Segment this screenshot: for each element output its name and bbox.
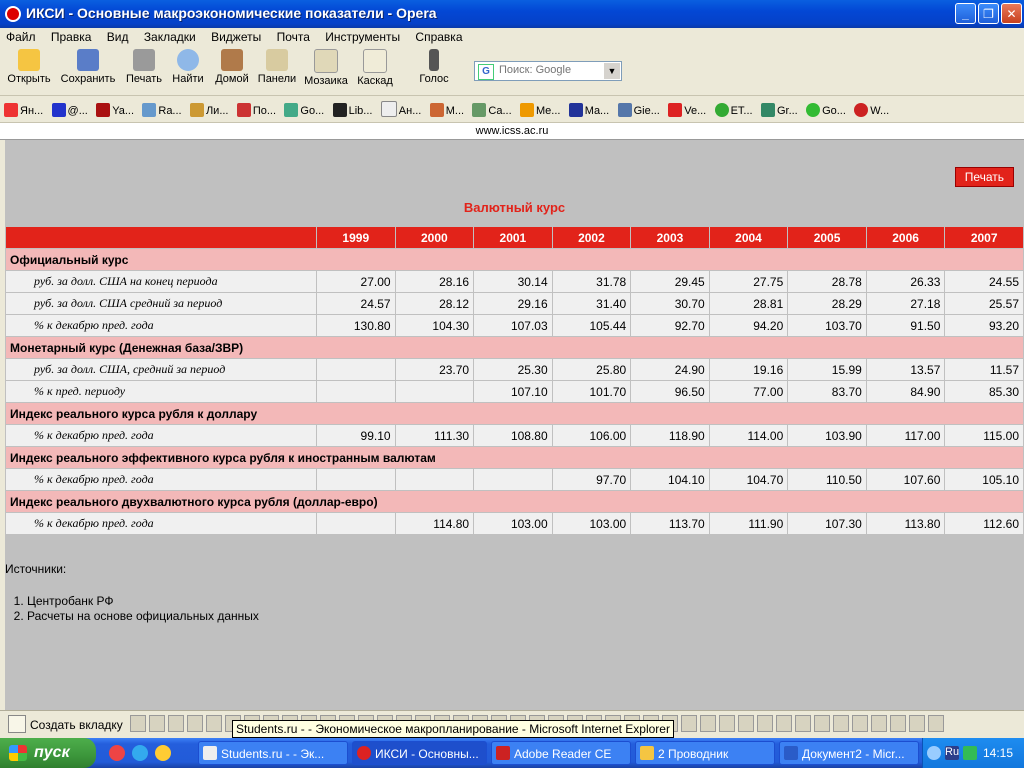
year-header: 2002	[552, 227, 631, 249]
opera-icon	[357, 746, 371, 760]
value-cell: 93.20	[945, 315, 1024, 337]
folder-icon	[640, 746, 654, 760]
value-cell: 92.70	[631, 315, 710, 337]
value-cell: 15.99	[788, 359, 867, 381]
tile-icon	[314, 49, 338, 73]
value-cell: 23.70	[395, 359, 474, 381]
section-title: Официальный курс	[6, 249, 1024, 271]
bookmark-go[interactable]: Go...	[806, 103, 846, 117]
value-cell: 96.50	[631, 381, 710, 403]
value-cell: 107.10	[474, 381, 553, 403]
bookmark-et[interactable]: ET...	[715, 103, 753, 117]
table-header-row	[6, 227, 1024, 249]
tab-icon[interactable]	[928, 715, 944, 732]
value-cell: 104.70	[709, 469, 788, 491]
value-cell: 113.80	[866, 513, 945, 535]
tab-icon[interactable]	[833, 715, 849, 732]
value-cell: 111.90	[709, 513, 788, 535]
task-word-document[interactable]: Документ2 - Micr...	[779, 741, 919, 765]
bookmark-icon	[190, 103, 204, 117]
section-row	[6, 403, 1024, 425]
value-cell: 110.50	[788, 469, 867, 491]
bookmark-li[interactable]: Ли...	[190, 103, 229, 117]
value-cell: 19.16	[709, 359, 788, 381]
row-label: руб. за долл. США, средний за период	[6, 359, 317, 381]
value-cell: 11.57	[945, 359, 1024, 381]
value-cell: 101.70	[552, 381, 631, 403]
ie-icon	[203, 746, 217, 760]
value-cell: 25.30	[474, 359, 553, 381]
value-cell	[317, 381, 396, 403]
sources-block	[5, 562, 259, 624]
value-cell: 103.00	[552, 513, 631, 535]
section-row	[6, 249, 1024, 271]
tab-icon[interactable]	[719, 715, 735, 732]
page-address: www.icss.ac.ru	[475, 125, 549, 137]
value-cell: 105.44	[552, 315, 631, 337]
bookmark-wiki[interactable]: Ан...	[381, 101, 422, 117]
menu-widgets[interactable]: Виджеты	[211, 30, 262, 44]
bookmark-rambler[interactable]: Ra...	[142, 103, 181, 117]
word-icon	[784, 746, 798, 760]
table-row	[6, 315, 1024, 337]
value-cell: 94.20	[709, 315, 788, 337]
value-cell: 31.40	[552, 293, 631, 315]
tab-icon[interactable]	[206, 715, 222, 732]
bookmark-yahoo[interactable]: Ya...	[96, 103, 134, 117]
row-label: % к декабрю пред. года	[6, 469, 317, 491]
value-cell: 13.57	[866, 359, 945, 381]
bookmark-gr[interactable]: Gr...	[761, 103, 798, 117]
opera-quicklaunch-icon[interactable]	[109, 745, 125, 761]
table-row	[6, 425, 1024, 447]
row-label: % к декабрю пред. года	[6, 513, 317, 535]
tab-icon[interactable]	[738, 715, 754, 732]
value-cell: 27.75	[709, 271, 788, 293]
value-cell: 27.18	[866, 293, 945, 315]
row-label: руб. за долл. США средний за период	[6, 293, 317, 315]
section-row	[6, 337, 1024, 359]
bookmark-icon	[4, 103, 18, 117]
bookmark-icon	[96, 103, 110, 117]
tab-icon[interactable]	[776, 715, 792, 732]
source-item: 1. Центробанк РФ	[27, 594, 259, 609]
value-cell: 114.00	[709, 425, 788, 447]
search-box[interactable]	[474, 61, 622, 81]
maximize-button[interactable]: ❐	[978, 3, 999, 24]
tab-icon[interactable]	[130, 715, 146, 732]
page-print-button[interactable]: Печать	[955, 167, 1014, 187]
find-button[interactable]: Найти	[170, 49, 206, 85]
open-button[interactable]: Открыть	[4, 49, 54, 85]
value-cell: 25.80	[552, 359, 631, 381]
value-cell: 114.80	[395, 513, 474, 535]
task-explorer[interactable]: 2 Проводник	[635, 741, 775, 765]
save-button[interactable]: Сохранить	[58, 49, 118, 85]
task-opera-iksi[interactable]: ИКСИ - Основны...	[352, 741, 487, 765]
bookmark-icon	[761, 103, 775, 117]
network-icon[interactable]	[963, 746, 977, 760]
bookmark-icon	[142, 103, 156, 117]
value-cell: 97.70	[552, 469, 631, 491]
value-cell: 105.10	[945, 469, 1024, 491]
section-title: Индекс реального эффективного курса рубля к иностранным валютам	[6, 447, 1024, 469]
bookmark-mail[interactable]: @...	[52, 103, 88, 117]
toolbar	[0, 47, 1024, 96]
value-cell: 118.90	[631, 425, 710, 447]
value-cell: 30.14	[474, 271, 553, 293]
new-tab-icon	[8, 715, 26, 733]
tab-icon[interactable]	[187, 715, 203, 732]
tray-back-icon[interactable]	[927, 746, 941, 760]
value-cell	[317, 469, 396, 491]
window-title: ИКСИ - Основные макроэкономические показатели - Opera	[26, 5, 437, 21]
search-input[interactable]	[497, 63, 601, 77]
year-header: 2005	[788, 227, 867, 249]
close-button[interactable]: ✕	[1001, 3, 1022, 24]
year-header: 2000	[395, 227, 474, 249]
value-cell: 29.16	[474, 293, 553, 315]
value-cell: 103.90	[788, 425, 867, 447]
value-cell: 99.10	[317, 425, 396, 447]
section-title: Индекс реального курса рубля к доллару	[6, 403, 1024, 425]
value-cell: 103.70	[788, 315, 867, 337]
bookmarks-bar	[0, 96, 1024, 123]
tab-icon[interactable]	[149, 715, 165, 732]
table-row	[6, 359, 1024, 381]
table-row	[6, 293, 1024, 315]
value-cell: 107.60	[866, 469, 945, 491]
exchange-rate-table	[5, 226, 1024, 535]
bookmark-icon	[472, 103, 486, 117]
tab-icon[interactable]	[681, 715, 697, 732]
search-dropdown-button[interactable]: ▼	[604, 63, 620, 79]
task-adobe-reader[interactable]: Adobe Reader CE	[491, 741, 631, 765]
bookmark-ve[interactable]: Ve...	[668, 103, 706, 117]
print-button[interactable]: Печать	[122, 49, 166, 85]
year-header: 2001	[474, 227, 553, 249]
year-header: 2007	[945, 227, 1024, 249]
section-row	[6, 447, 1024, 469]
menu-mail[interactable]: Почта	[276, 30, 310, 44]
menu-tools[interactable]: Инструменты	[325, 30, 401, 44]
printer-icon	[133, 49, 155, 71]
language-indicator[interactable]: Ru	[945, 746, 960, 758]
value-cell: 104.10	[631, 469, 710, 491]
menu-file[interactable]: Файл	[6, 30, 36, 44]
tooltip: Students.ru - - Экономическое макропланирование - Microsoft Internet Explorer	[232, 720, 674, 738]
microphone-icon	[429, 49, 439, 71]
bookmark-icon	[618, 103, 632, 117]
tab-icon[interactable]	[852, 715, 868, 732]
section-title: Монетарный курс (Денежная база/ЗВР)	[6, 337, 1024, 359]
row-label: % к пред. периоду	[6, 381, 317, 403]
table-row	[6, 381, 1024, 403]
menu-bar	[0, 28, 1024, 46]
cascade-icon	[363, 49, 387, 73]
page-title: Валютный курс	[463, 200, 566, 215]
value-cell: 103.00	[474, 513, 553, 535]
bookmark-w[interactable]: W...	[854, 103, 889, 117]
value-cell: 27.00	[317, 271, 396, 293]
sources-list	[5, 594, 259, 624]
bookmark-icon	[430, 103, 444, 117]
value-cell: 85.30	[945, 381, 1024, 403]
source-item: 2. Расчеты на основе официальных данных	[27, 609, 259, 624]
bookmark-icon	[284, 103, 298, 117]
bookmark-icon	[52, 103, 66, 117]
header-blank	[6, 227, 317, 249]
value-cell: 112.60	[945, 513, 1024, 535]
value-cell: 25.57	[945, 293, 1024, 315]
tile-button[interactable]: Мозаика	[302, 49, 350, 87]
year-header: 2006	[866, 227, 945, 249]
value-cell: 24.90	[631, 359, 710, 381]
value-cell: 31.78	[552, 271, 631, 293]
table-body	[6, 249, 1024, 535]
tab-icon[interactable]	[871, 715, 887, 732]
home-button[interactable]: Домой	[212, 49, 252, 85]
value-cell: 24.57	[317, 293, 396, 315]
menu-help[interactable]: Справка	[415, 30, 463, 44]
address-strip	[0, 123, 1024, 140]
system-tray	[922, 738, 1024, 768]
value-cell: 84.90	[866, 381, 945, 403]
bookmark-po[interactable]: По...	[237, 103, 276, 117]
value-cell: 28.12	[395, 293, 474, 315]
bookmark-gie[interactable]: Gie...	[618, 103, 660, 117]
adobe-icon	[496, 746, 510, 760]
bookmark-lib[interactable]: Lib...	[333, 103, 373, 117]
task-students-ie[interactable]: Students.ru - - Эк...	[198, 741, 348, 765]
value-cell: 28.78	[788, 271, 867, 293]
panels-button[interactable]: Панели	[256, 49, 298, 85]
folder-icon	[18, 49, 40, 71]
value-cell: 29.45	[631, 271, 710, 293]
row-label: % к декабрю пред. года	[6, 425, 317, 447]
cascade-button[interactable]: Каскад	[354, 49, 396, 87]
year-header: 2003	[631, 227, 710, 249]
bookmark-icon	[237, 103, 251, 117]
bookmark-icon	[854, 103, 868, 117]
bookmark-me[interactable]: Me...	[520, 103, 560, 117]
sources-title: Источники:	[5, 562, 67, 576]
value-cell: 113.70	[631, 513, 710, 535]
menu-edit[interactable]: Правка	[50, 30, 92, 44]
bookmark-icon	[569, 103, 583, 117]
tab-icon[interactable]	[757, 715, 773, 732]
value-cell	[317, 513, 396, 535]
start-button[interactable]: пуск	[0, 738, 96, 768]
value-cell	[395, 381, 474, 403]
new-tab-button[interactable]: Создать вкладку	[8, 715, 123, 733]
bookmark-yandex[interactable]: Ян...	[4, 103, 43, 117]
bookmark-icon	[715, 103, 729, 117]
value-cell: 30.70	[631, 293, 710, 315]
home-icon	[221, 49, 243, 71]
value-cell: 28.29	[788, 293, 867, 315]
bookmark-ca[interactable]: Ca...	[472, 103, 511, 117]
value-cell: 106.00	[552, 425, 631, 447]
tab-icon[interactable]	[890, 715, 906, 732]
value-cell: 91.50	[866, 315, 945, 337]
value-cell: 28.16	[395, 271, 474, 293]
value-cell	[474, 469, 553, 491]
magnifier-icon	[177, 49, 199, 71]
tab-icon[interactable]	[795, 715, 811, 732]
bookmark-icon	[381, 101, 397, 117]
value-cell: 83.70	[788, 381, 867, 403]
table-row	[6, 513, 1024, 535]
value-cell: 107.30	[788, 513, 867, 535]
tab-icon[interactable]	[814, 715, 830, 732]
value-cell: 115.00	[945, 425, 1024, 447]
value-cell: 104.30	[395, 315, 474, 337]
page-content	[5, 140, 1024, 710]
bookmark-icon	[333, 103, 347, 117]
value-cell: 26.33	[866, 271, 945, 293]
menu-bookmarks[interactable]: Закладки	[143, 30, 196, 44]
minimize-button[interactable]: _	[955, 3, 976, 24]
bookmark-icon	[806, 103, 820, 117]
row-label: руб. за долл. США на конец периода	[6, 271, 317, 293]
value-cell: 111.30	[395, 425, 474, 447]
taskbar	[0, 738, 1024, 768]
value-cell: 117.00	[866, 425, 945, 447]
panels-icon	[266, 49, 288, 71]
voice-button[interactable]: Голос	[416, 49, 452, 85]
section-title: Индекс реального двухвалютного курса рубля (доллар-евро)	[6, 491, 1024, 513]
ie-quicklaunch-icon[interactable]	[132, 745, 148, 761]
tab-icon[interactable]	[909, 715, 925, 732]
winamp-quicklaunch-icon[interactable]	[155, 745, 171, 761]
value-cell	[395, 469, 474, 491]
year-header: 1999	[317, 227, 396, 249]
value-cell: 77.00	[709, 381, 788, 403]
opera-icon	[5, 6, 21, 22]
tab-icon[interactable]	[168, 715, 184, 732]
year-header: 2004	[709, 227, 788, 249]
menu-view[interactable]: Вид	[106, 30, 129, 44]
bookmark-google[interactable]: Go...	[284, 103, 324, 117]
value-cell: 24.55	[945, 271, 1024, 293]
windows-logo-icon	[9, 745, 27, 761]
table-row	[6, 271, 1024, 293]
value-cell: 107.03	[474, 315, 553, 337]
value-cell: 108.80	[474, 425, 553, 447]
tab-icon[interactable]	[700, 715, 716, 732]
bookmark-icon	[520, 103, 534, 117]
bookmark-ma[interactable]: Ma...	[569, 103, 609, 117]
row-label: % к декабрю пред. года	[6, 315, 317, 337]
value-cell: 28.81	[709, 293, 788, 315]
bookmark-icon	[668, 103, 682, 117]
table-row	[6, 469, 1024, 491]
section-row	[6, 491, 1024, 513]
value-cell: 130.80	[317, 315, 396, 337]
value-cell	[317, 359, 396, 381]
bookmark-m[interactable]: М...	[430, 103, 464, 117]
floppy-icon	[77, 49, 99, 71]
title-bar[interactable]	[0, 0, 1024, 28]
google-icon: G	[478, 64, 494, 80]
clock: 14:15	[983, 746, 1014, 760]
